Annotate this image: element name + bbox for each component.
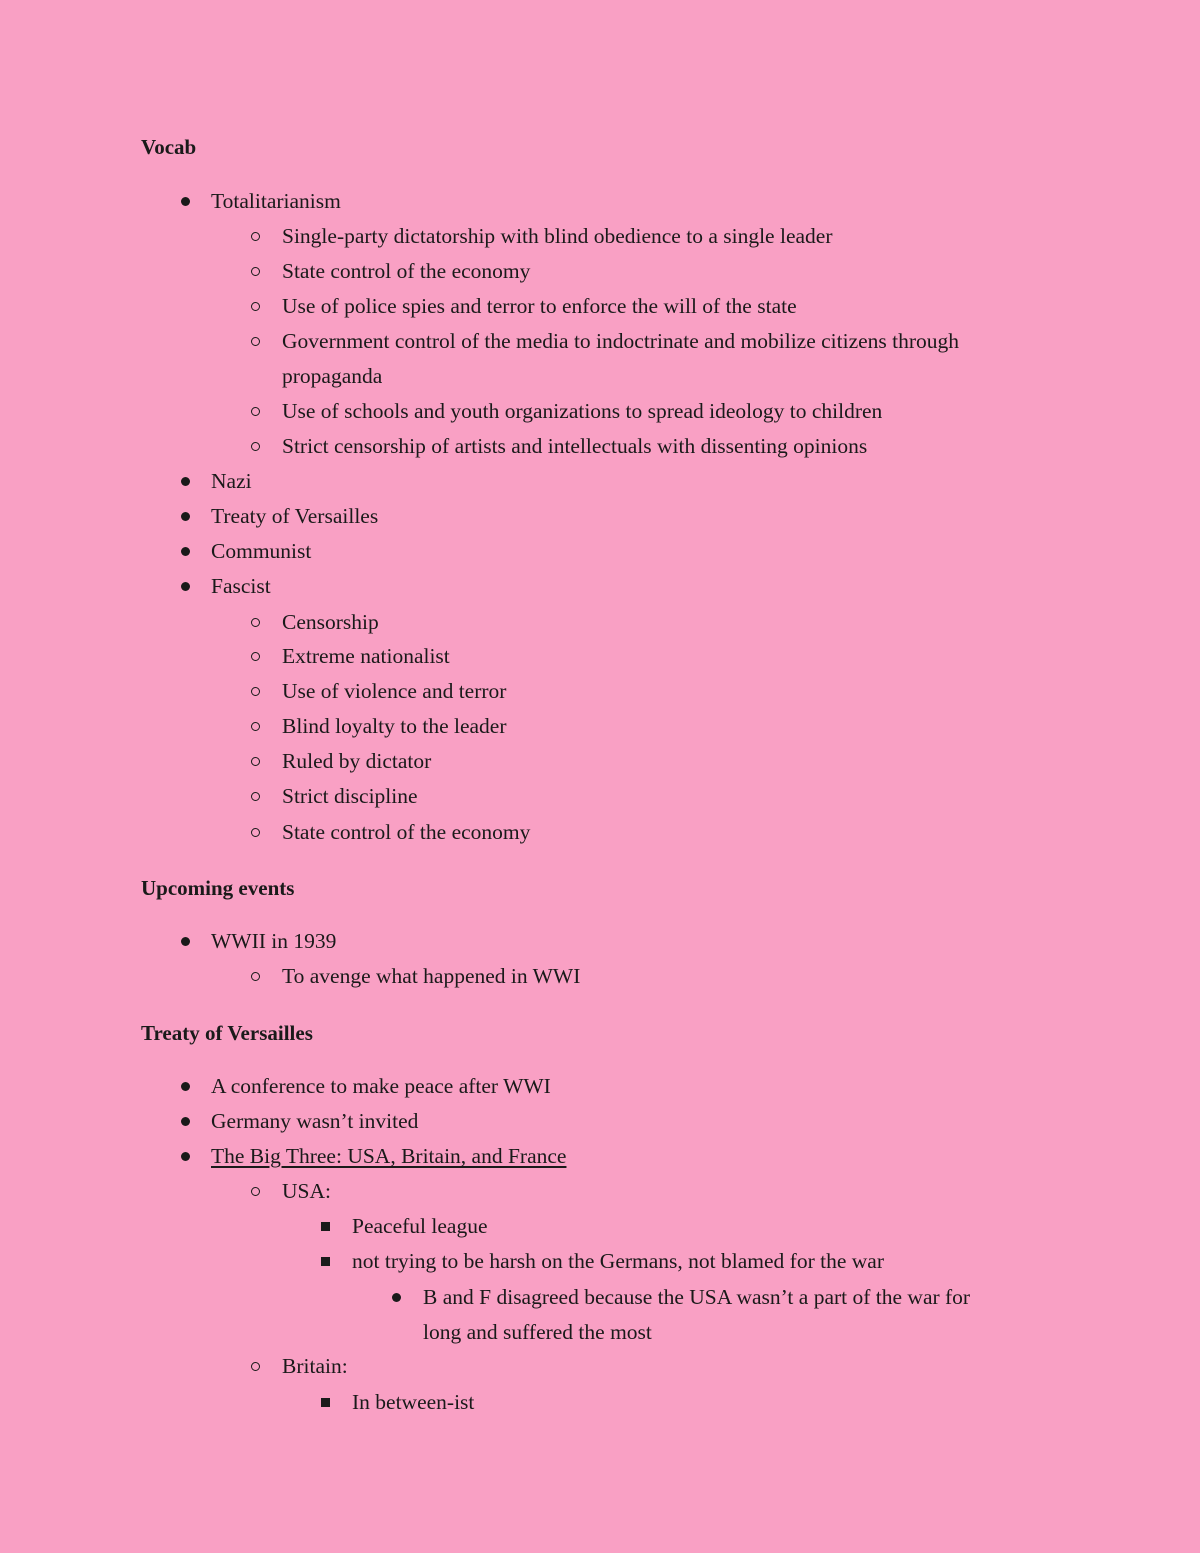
item-text: not trying to be harsh on the Germans, not blamed for the war (352, 1249, 884, 1273)
item-text: Use of violence and terror (282, 679, 507, 703)
circle-bullet-icon (245, 605, 265, 640)
item-text: Peaceful league (352, 1214, 488, 1238)
circle-bullet-icon (245, 744, 265, 779)
bullet-icon (175, 184, 195, 219)
square-bullet-icon (315, 1385, 335, 1420)
item-text: Communist (211, 539, 312, 563)
square-bullet-icon (315, 1209, 335, 1244)
circle-bullet-icon (245, 674, 265, 709)
item-text: Blind loyalty to the leader (282, 714, 507, 738)
item-text: Britain: (282, 1354, 348, 1378)
circle-bullet-icon (245, 394, 265, 429)
circle-bullet-icon (245, 289, 265, 324)
item-text: Government control of the media to indoctrinate and mobilize citizens through (282, 329, 960, 353)
circle-bullet-icon (245, 959, 265, 994)
bullet-icon (386, 1280, 406, 1315)
item-text: Germany wasn’t invited (211, 1109, 419, 1133)
item-text: Strict censorship of artists and intellectuals with dissenting opinions (282, 434, 868, 458)
item-text: To avenge what happened in WWI (282, 964, 581, 988)
circle-bullet-icon (245, 429, 265, 464)
item-text: In between-ist (352, 1390, 475, 1414)
item-text: Nazi (211, 469, 252, 493)
bullet-icon (175, 1139, 195, 1174)
bullet-icon (175, 1104, 195, 1139)
item-text: Use of police spies and terror to enforce the will of the state (282, 294, 797, 318)
item-text: Strict discipline (282, 784, 418, 808)
bullet-icon (175, 569, 195, 604)
item-text: Extreme nationalist (282, 644, 450, 668)
item-text: USA: (282, 1179, 331, 1203)
item-text: Single-party dictatorship with blind obedience to a single leader (282, 224, 833, 248)
heading-vocab: Vocab (141, 135, 197, 159)
item-text: B and F disagreed because the USA wasn’t a part of the war for (423, 1285, 971, 1309)
circle-bullet-icon (245, 254, 265, 289)
item-text: long and suffered the most (423, 1320, 652, 1344)
circle-bullet-icon (245, 815, 265, 850)
item-text: Fascist (211, 574, 271, 598)
heading-treaty-of-versailles: Treaty of Versailles (141, 1021, 313, 1045)
item-text: State control of the economy (282, 259, 531, 283)
square-bullet-icon (315, 1244, 335, 1279)
item-text: WWII in 1939 (211, 929, 337, 953)
bullet-icon (175, 464, 195, 499)
bullet-icon (175, 924, 195, 959)
circle-bullet-icon (245, 709, 265, 744)
bullet-icon (175, 534, 195, 569)
item-text: propaganda (282, 364, 383, 388)
item-text: Totalitarianism (211, 189, 341, 213)
circle-bullet-icon (245, 324, 265, 359)
item-text: Censorship (282, 610, 379, 634)
bullet-icon (175, 1069, 195, 1104)
circle-bullet-icon (245, 1174, 265, 1209)
item-text: Ruled by dictator (282, 749, 432, 773)
heading-upcoming-events: Upcoming events (141, 876, 295, 900)
circle-bullet-icon (245, 779, 265, 814)
circle-bullet-icon (245, 219, 265, 254)
item-text: State control of the economy (282, 820, 531, 844)
item-text: Use of schools and youth organizations to spread ideology to children (282, 399, 883, 423)
item-text: Treaty of Versailles (211, 504, 379, 528)
circle-bullet-icon (245, 639, 265, 674)
item-text-underlined: The Big Three: USA, Britain, and France (211, 1144, 567, 1168)
circle-bullet-icon (245, 1349, 265, 1384)
item-text: A conference to make peace after WWI (211, 1074, 551, 1098)
bullet-icon (175, 499, 195, 534)
